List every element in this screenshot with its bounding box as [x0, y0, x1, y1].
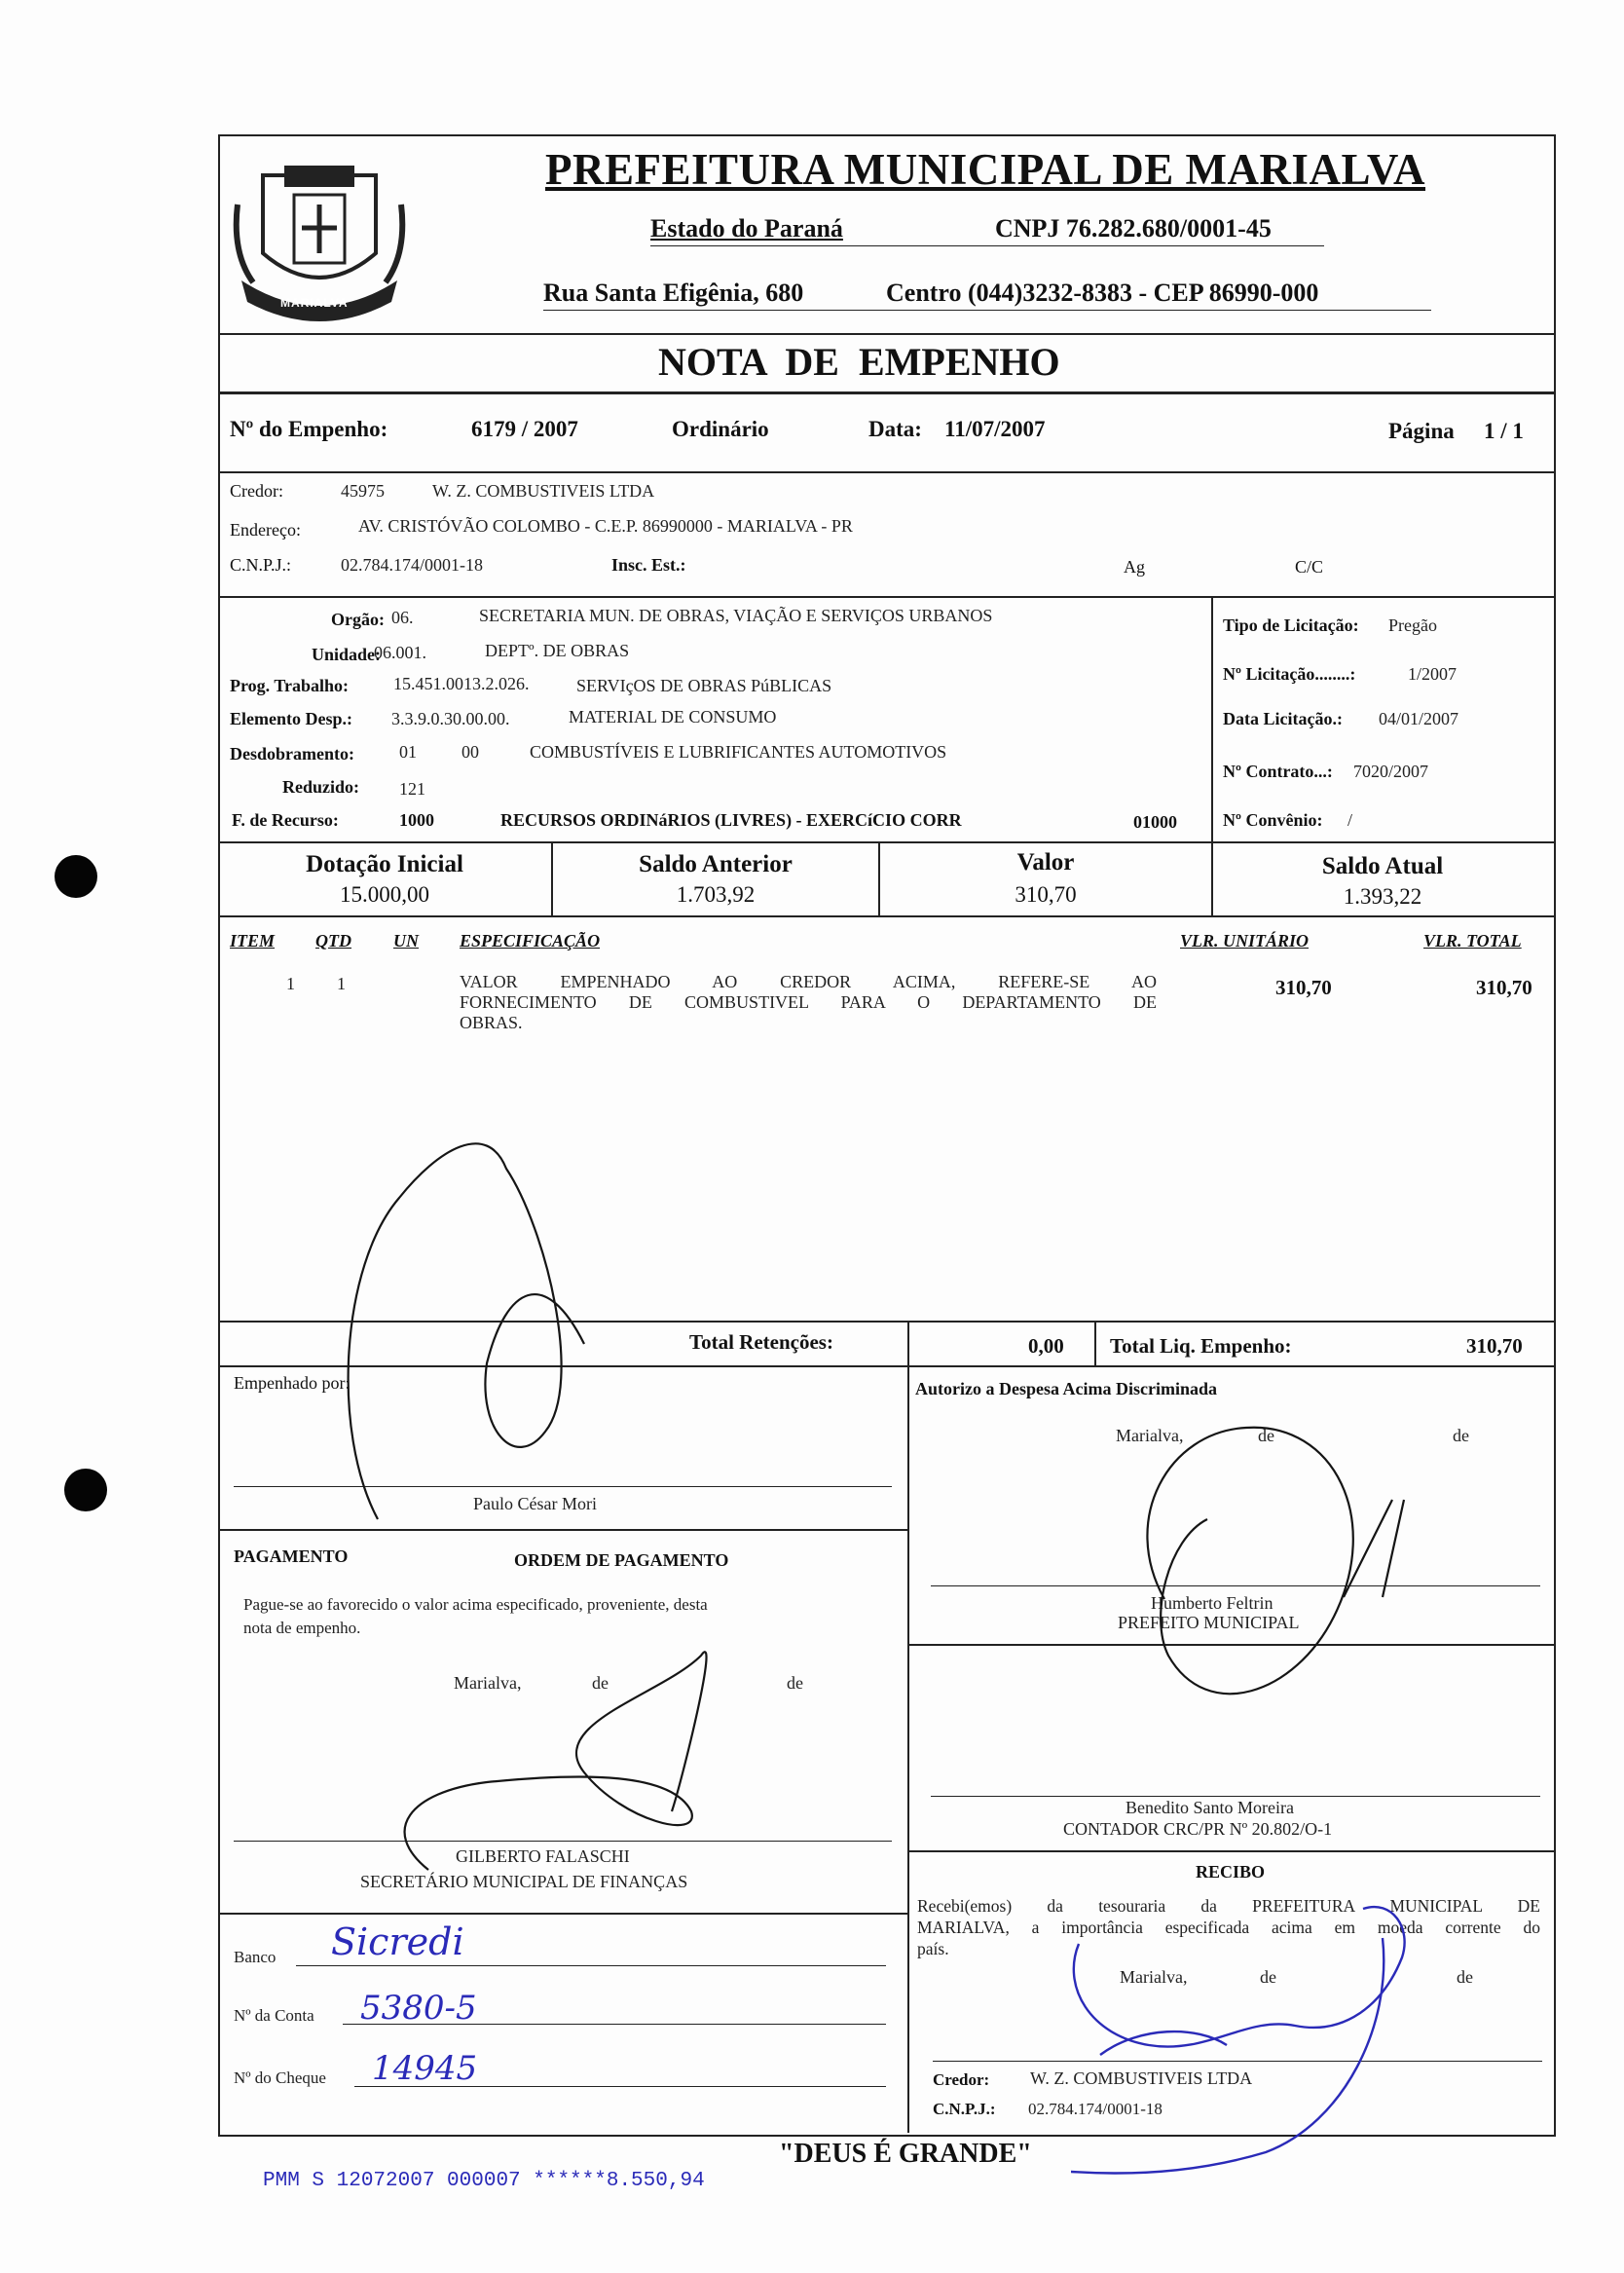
address-label: Endereço:	[230, 520, 301, 540]
autorizo-title: Autorizo a Despesa Acima Discriminada	[915, 1379, 1217, 1398]
elemento-code: 3.3.9.0.30.00.00.	[391, 709, 510, 728]
pagamento-text: Pague-se ao favorecido o valor acima especificado, proveniente, desta	[243, 1595, 708, 1614]
orgao-label: Orgão:	[331, 610, 385, 629]
retencoes-value: 0,00	[1028, 1334, 1064, 1358]
reduzido-value: 121	[399, 779, 425, 799]
credor-address: AV. CRISTÓVÃO COLOMBO - C.E.P. 86990000 - MARIALVA - PR	[358, 516, 853, 536]
balance-label: Saldo Atual	[1321, 853, 1444, 879]
autorizo-place: Marialva,	[1116, 1426, 1184, 1445]
licitacao-date: 04/01/2007	[1379, 709, 1459, 728]
cheque-handwritten: 14945	[372, 2049, 478, 2088]
credor-code: 45975	[341, 481, 385, 501]
unidade-name: DEPTº. DE OBRAS	[485, 641, 630, 660]
page-number: 1 / 1	[1484, 419, 1524, 443]
banco-handwritten: Sicredi	[331, 1920, 464, 1963]
contrato-label: Nº Contrato...:	[1223, 762, 1333, 781]
cnpj-label: C.N.P.J.:	[230, 555, 292, 575]
desdobramento-name: COMBUSTÍVEIS E LUBRIFICANTES AUTOMOTIVOS	[530, 742, 947, 762]
empenhado-name: Paulo César Mori	[473, 1494, 597, 1513]
convenio-value: /	[1347, 810, 1353, 830]
contrato-value: 7020/2007	[1353, 762, 1429, 781]
licitacao-date-label: Data Licitação.:	[1223, 709, 1343, 728]
prefeito-title: PREFEITO MUNICIPAL	[1118, 1613, 1300, 1632]
signature-recibo	[1071, 1907, 1405, 2174]
elemento-name: MATERIAL DE CONSUMO	[569, 707, 777, 727]
desdobramento-code2: 00	[461, 742, 479, 762]
licitacao-number: 1/2007	[1408, 664, 1458, 684]
autorizo-de: de	[1453, 1426, 1469, 1445]
seal-banner-text: MARIALVA	[280, 296, 349, 310]
elemento-label: Elemento Desp.:	[230, 709, 352, 728]
ordem-pagamento-title: ORDEM DE PAGAMENTO	[514, 1550, 729, 1570]
item-spec-line: FORNECIMENTO DE COMBUSTIVEL PARA O DEPARTAMENTO DE	[460, 992, 1157, 1012]
page-title: PREFEITURA MUNICIPAL DE MARIALVA	[545, 145, 1426, 194]
item-spec-line: OBRAS.	[460, 1013, 523, 1032]
recurso-name: RECURSOS ORDINáRIOS (LIVRES) - EXERCíCIO CORR	[500, 810, 962, 830]
contador-name: Benedito Santo Moreira	[1126, 1798, 1294, 1817]
item-spec-line: VALOR EMPENHADO AO CREDOR ACIMA, REFERE-SE AO	[460, 972, 1157, 991]
empenhado-label: Empenhado por:	[234, 1373, 351, 1393]
unidade-code: 06.001.	[374, 643, 426, 662]
credor-name: W. Z. COMBUSTIVEIS LTDA	[432, 481, 655, 501]
page-label: Página	[1388, 419, 1455, 443]
recibo-cnpj-label: C.N.P.J.:	[933, 2100, 996, 2118]
desdobramento-code1: 01	[399, 742, 417, 762]
pagamento-label: PAGAMENTO	[234, 1546, 349, 1566]
recibo-credor-label: Credor:	[933, 2070, 990, 2089]
recurso-label: F. de Recurso:	[232, 810, 339, 830]
contador-title: CONTADOR CRC/PR Nº 20.802/O-1	[1063, 1819, 1333, 1839]
recibo-title: RECIBO	[1196, 1862, 1266, 1882]
recurso-code: 1000	[399, 810, 434, 830]
convenio-label: Nº Convênio:	[1223, 810, 1323, 830]
desdobramento-label: Desdobramento:	[230, 744, 354, 764]
balance-label: Saldo Anterior	[639, 851, 793, 877]
conta-label: Nº da Conta	[234, 2006, 314, 2025]
tipo-licitacao-label: Tipo de Licitação:	[1223, 615, 1359, 635]
recurso-number: 01000	[1133, 812, 1177, 832]
liquido-value: 310,70	[1466, 1334, 1523, 1358]
balance-value: 310,70	[1015, 882, 1077, 907]
column-header-total-value: VLR. TOTAL	[1423, 931, 1522, 950]
balance-value: 1.393,22	[1343, 884, 1422, 909]
pagamento-de: de	[592, 1673, 609, 1693]
item-qtd: 1	[337, 974, 346, 993]
prog-trabalho-code: 15.451.0013.2.026.	[393, 674, 530, 693]
state-text: Estado do Paraná	[650, 214, 843, 242]
empenho-number-label: Nº do Empenho:	[230, 417, 388, 441]
balance-value: 15.000,00	[340, 882, 429, 907]
pagamento-place: Marialva,	[454, 1673, 522, 1693]
orgao-name: SECRETARIA MUN. DE OBRAS, VIAÇÃO E SERVIÇOS URBANOS	[479, 606, 993, 625]
recibo-de: de	[1457, 1967, 1473, 1987]
column-header-un: UN	[393, 931, 419, 950]
mechanical-stamp: PMM S 12072007 000007 ******8.550,94	[263, 2170, 705, 2192]
secretario-name: GILBERTO FALASCHI	[456, 1846, 630, 1866]
tipo-licitacao-value: Pregão	[1388, 615, 1437, 635]
empenho-type: Ordinário	[672, 417, 769, 441]
recibo-text-line: Recebi(emos) da tesouraria da PREFEITURA MUNICIPAL DE	[917, 1896, 1540, 1916]
date-value: 11/07/2007	[944, 417, 1046, 441]
column-header-spec: ESPECIFICAÇÃO	[460, 931, 601, 950]
recibo-text-line: MARIALVA, a importância especificada acima em moeda corrente do	[917, 1918, 1540, 1937]
prog-trabalho-label: Prog. Trabalho:	[230, 676, 350, 695]
balance-label: Dotação Inicial	[306, 851, 463, 877]
banco-label: Banco	[234, 1948, 277, 1966]
recibo-de: de	[1260, 1967, 1276, 1987]
item-unit-value: 310,70	[1275, 976, 1332, 999]
column-header-item: ITEM	[230, 931, 276, 950]
cc-label: C/C	[1295, 557, 1324, 577]
unidade-label: Unidade:	[312, 645, 382, 664]
secretario-title: SECRETÁRIO MUNICIPAL DE FINANÇAS	[360, 1872, 688, 1891]
column-header-qtd: QTD	[315, 931, 351, 950]
recibo-credor: W. Z. COMBUSTIVEIS LTDA	[1030, 2068, 1253, 2088]
signature-empenhado	[349, 1143, 584, 1519]
motto: "DEUS É GRANDE"	[779, 2139, 1032, 2169]
document-title: NOTA DE EMPENHO	[658, 340, 1060, 384]
balance-value: 1.703,92	[676, 882, 756, 907]
district-phone: Centro (044)3232-8383 - CEP 86990-000	[886, 279, 1319, 307]
signature-prefeito	[1147, 1428, 1404, 1694]
insc-est-label: Insc. Est.:	[611, 555, 686, 575]
item-number: 1	[286, 974, 295, 993]
recibo-cnpj: 02.784.174/0001-18	[1028, 2100, 1163, 2118]
empenho-number: 6179 / 2007	[471, 417, 578, 441]
item-total-value: 310,70	[1476, 976, 1532, 999]
orgao-code: 06.	[391, 608, 414, 627]
recibo-place: Marialva,	[1120, 1967, 1188, 1987]
pagamento-de: de	[787, 1673, 803, 1693]
ag-label: Ag	[1124, 557, 1145, 577]
liquido-label: Total Liq. Empenho:	[1110, 1334, 1292, 1358]
prog-trabalho-name: SERVIçOS DE OBRAS PúBLICAS	[576, 676, 832, 695]
conta-handwritten: 5380-5	[360, 1989, 477, 2028]
column-header-unit-value: VLR. UNITÁRIO	[1180, 931, 1310, 950]
cheque-label: Nº do Cheque	[234, 2068, 326, 2087]
prefeito-name: Humberto Feltrin	[1151, 1593, 1273, 1613]
pagamento-text: nota de empenho.	[243, 1619, 361, 1637]
credor-cnpj: 02.784.174/0001-18	[341, 555, 483, 575]
retencoes-label: Total Retenções:	[689, 1330, 833, 1354]
reduzido-label: Reduzido:	[282, 777, 360, 797]
licitacao-number-label: Nº Licitação........:	[1223, 664, 1356, 684]
signature-secretario	[405, 1652, 707, 1870]
autorizo-de: de	[1258, 1426, 1274, 1445]
cnpj-text: CNPJ 76.282.680/0001-45	[995, 214, 1272, 242]
balance-label: Valor	[1016, 849, 1075, 876]
street-address: Rua Santa Efigênia, 680	[543, 279, 804, 307]
date-label: Data:	[868, 417, 922, 441]
credor-label: Credor:	[230, 481, 283, 501]
recibo-text-line: país.	[917, 1939, 949, 1958]
